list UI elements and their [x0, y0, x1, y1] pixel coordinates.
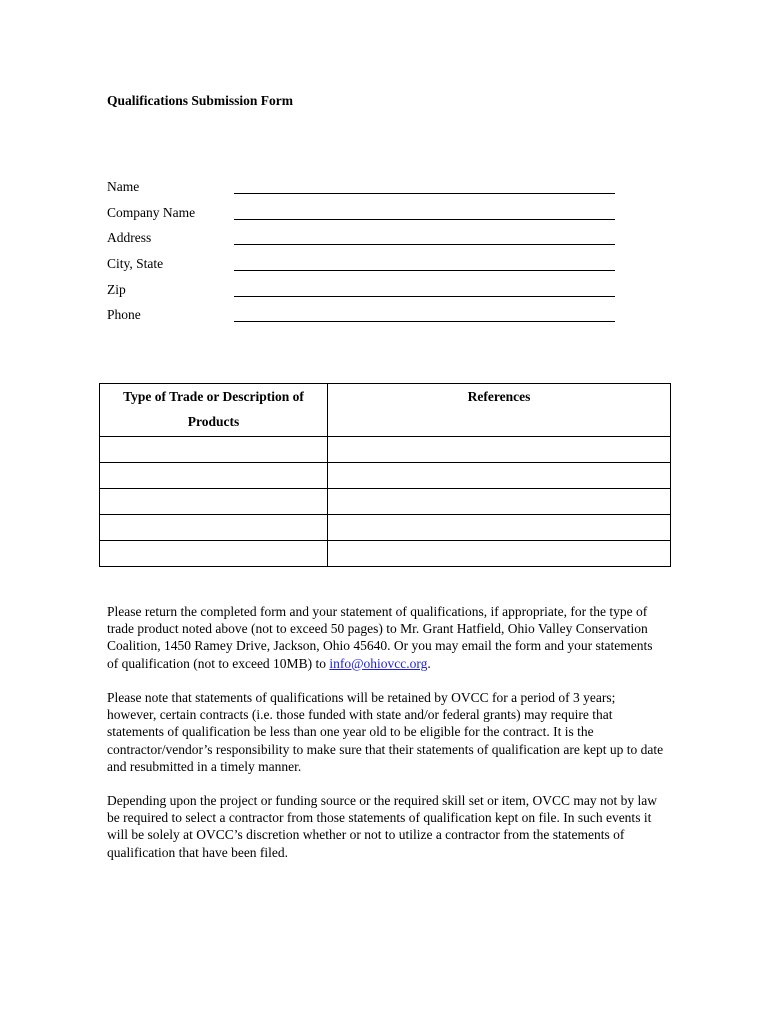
table-row — [100, 515, 671, 541]
return-instructions-end: . — [427, 655, 431, 671]
table-row — [100, 463, 671, 489]
return-instructions-text: Please return the completed form and your statement of qualifications, if appropriate, for the type of trade product noted above (not to exceed 50 pages) to Mr. Grant Hatfield, Ohio Valley Conservation Coalition, 1450 Ramey Drive, Jackson, Ohio 45640. Or you may email the form and your statements of qualification (not to exceed 10MB) to — [107, 604, 653, 671]
phone-label: Phone — [107, 307, 141, 322]
zip-field[interactable] — [234, 282, 615, 297]
trade-cell[interactable] — [100, 463, 328, 489]
selection-discretion-paragraph: Depending upon the project or funding source or the required skill set or item, OVCC may not by law be required to select a contractor from those statements of qualification kept on file. In such events it will be solely at OVCC’s discretion whether or not to utilize a contractor from the statements of qualification that have been filed. — [107, 793, 658, 860]
references-table — [99, 383, 671, 567]
company-name-field[interactable] — [234, 205, 615, 220]
reference-cell[interactable] — [328, 437, 671, 463]
trade-description-header: Type of Trade or Description of Products — [100, 384, 328, 437]
phone-field[interactable] — [234, 307, 615, 322]
trade-cell[interactable] — [100, 437, 328, 463]
zip-label: Zip — [107, 282, 126, 297]
reference-cell[interactable] — [328, 463, 671, 489]
email-link[interactable]: info@ohiovcc.org — [329, 655, 428, 671]
table-row — [100, 541, 671, 567]
name-label: Name — [107, 179, 140, 194]
company-name-label: Company Name — [107, 205, 196, 220]
return-instructions-paragraph — [107, 603, 667, 672]
trade-cell[interactable] — [100, 515, 328, 541]
reference-cell[interactable] — [328, 489, 671, 515]
retention-policy-paragraph: Please note that statements of qualifications will be retained by OVCC for a period of 3 years; however, certain contracts (i.e. those funded with state and/or federal grants) may require that statements of qualification be less than one year old to be eligible for the contract. It is the contractor/vendor’s responsibility to make sure that their statements of qualification are kept up to date and resubmitted in a timely manner. — [107, 690, 664, 774]
table-row — [100, 489, 671, 515]
address-label: Address — [107, 230, 152, 245]
reference-cell[interactable] — [328, 541, 671, 567]
table-row — [100, 437, 671, 463]
reference-cell[interactable] — [328, 515, 671, 541]
references-header: References — [328, 384, 671, 437]
table-header-row — [100, 384, 671, 437]
trade-cell[interactable] — [100, 489, 328, 515]
name-field[interactable] — [234, 179, 615, 194]
city-state-label: City, State — [107, 256, 164, 271]
city-state-field[interactable] — [234, 256, 615, 271]
form-title: Qualifications Submission Form — [107, 93, 294, 108]
address-field[interactable] — [234, 230, 615, 245]
trade-cell[interactable] — [100, 541, 328, 567]
